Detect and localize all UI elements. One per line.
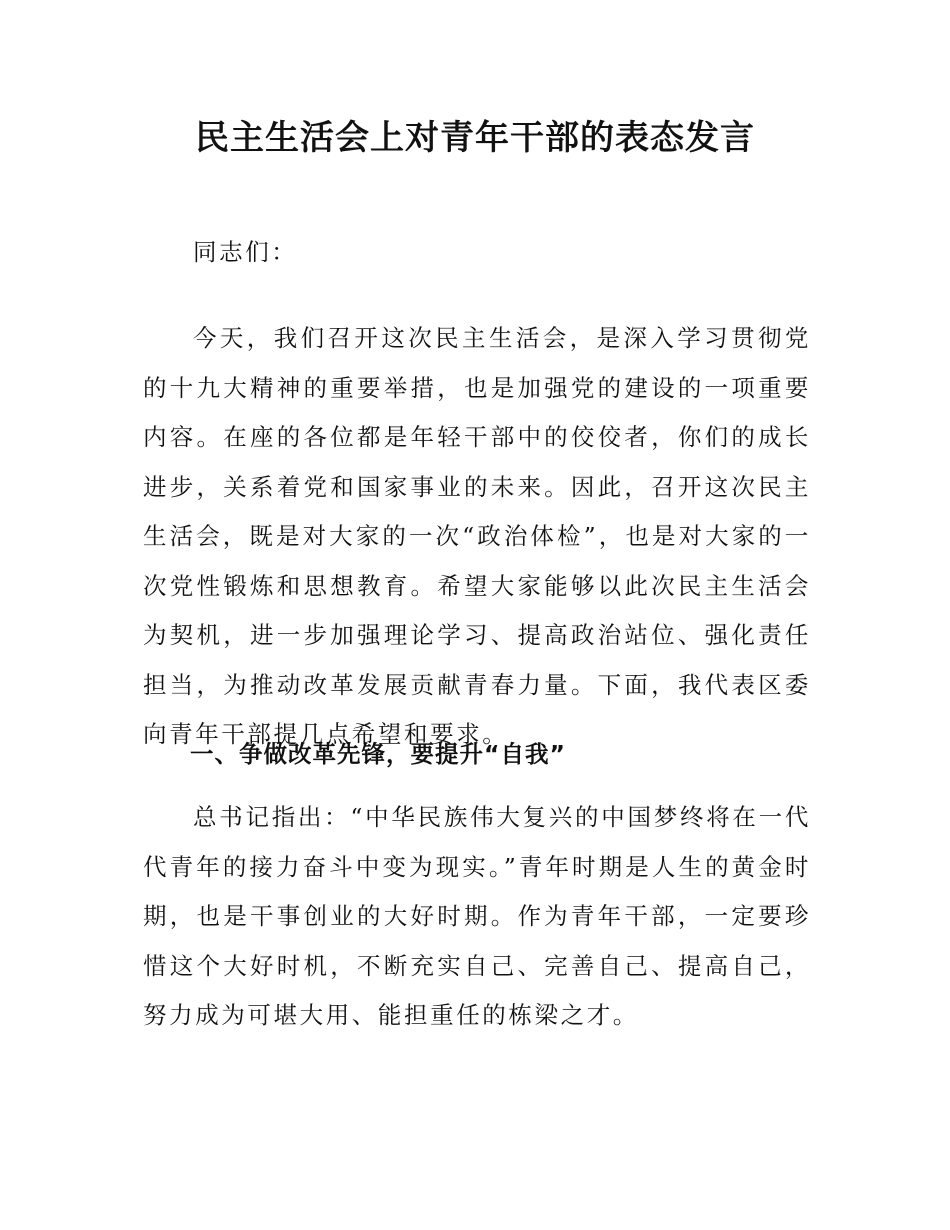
document-title: 民主生活会上对青年干部的表态发言: [195, 118, 755, 158]
paragraph-intro: 今天，我们召开这次民主生活会，是深入学习贯彻党的十九大精神的重要举措，也是加强党的建设的一项重要内容。在座的各位都是年轻干部中的佼佼者，你们的成长进步，关系着党和国家事业的未来。因此，召开这次民主生活会，既是对大家的一次“政治体检”，也是对大家的一次党性锻炼和思想教育。希望大家能够以此次民主生活会为契机，进一步加强理论学习、提高政治站位、强化责任担当，为推动改革发展贡献青春力量。下面，我代表区委向青年干部提几点希望和要求。: [143, 324, 811, 748]
paragraph-section-1: 总书记指出：“中华民族伟大复兴的中国梦终将在一代代青年的接力奋斗中变为现实。”青年时期是人生的黄金时期，也是干事创业的大好时期。作为青年干部，一定要珍惜这个大好时机，不断充实自己、完善自己、提高自己，努力成为可堪大用、能担重任的栋梁之才。: [143, 803, 811, 1029]
salutation: 同志们：: [193, 238, 298, 266]
section-heading: 一、争做改革先锋，要提升“自我”: [190, 740, 566, 768]
